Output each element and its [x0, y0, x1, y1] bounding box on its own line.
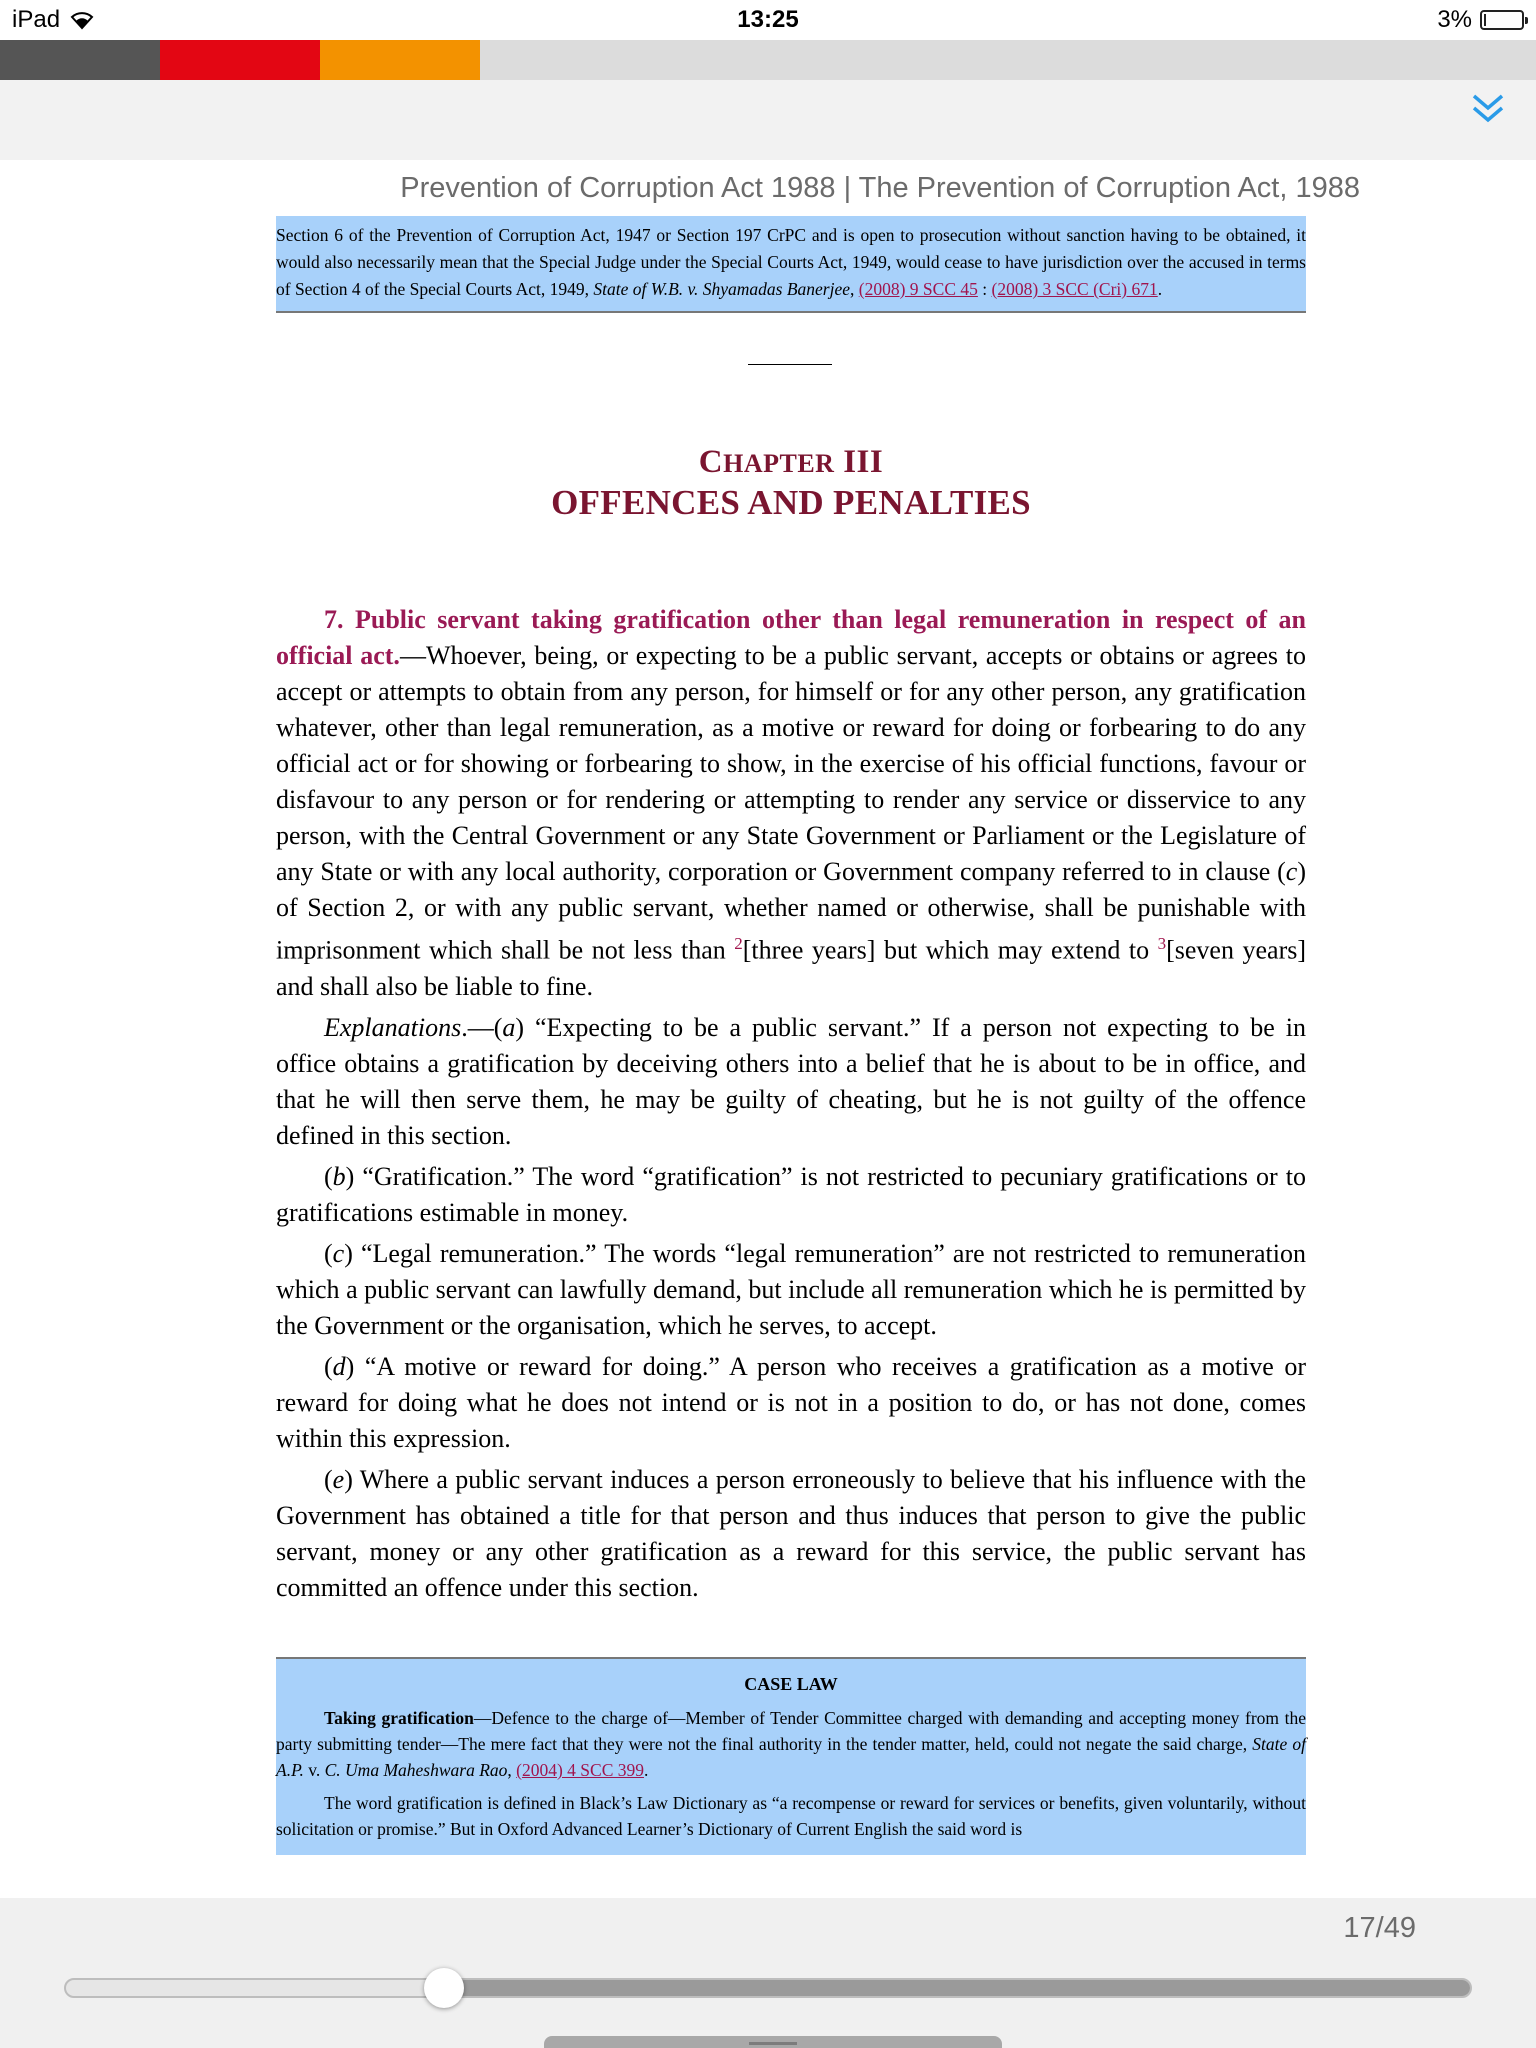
case-name: State of W.B. v. Shyamadas Banerjee: [593, 279, 851, 299]
footnote-marker[interactable]: 3: [1157, 934, 1167, 953]
grip-icon: [749, 2042, 797, 2045]
case-law-paragraph: The word gratification is defined in Black’s Law Dictionary as “a recompense or reward for services or benefits, given voluntarily, without solicitation or promise.” But in Oxford Advanced Learner’s Dictionary of Current English the said word is: [276, 1793, 1306, 1839]
double-chevron-down-icon[interactable]: [1468, 88, 1508, 128]
battery-icon: [1480, 10, 1524, 30]
color-strip: [0, 40, 1536, 80]
footnote-marker[interactable]: 2: [734, 934, 743, 953]
color-segment: [0, 40, 160, 80]
section-heading: 7. Public servant taking gratification other than legal remuneration in respect of an official act.: [276, 605, 1306, 670]
color-segment: [160, 40, 320, 80]
case-law-paragraph: Taking gratification—Defence to the charge of—Member of Tender Committee charged with demanding and accepting money from the party submitting tender—The mere fact that they were not the final authority in the tender matter, held, could not negate the said charge, State of A.P. v. C. Uma Maheshwara Rao, (2004) 4 SCC 399.: [276, 1708, 1307, 1780]
document-page: [0, 160, 1536, 1898]
reader-toolbar: [0, 80, 1536, 160]
page-counter: 17/49: [1343, 1912, 1416, 1944]
explanation-c: (c) “Legal remuneration.” The words “legal remuneration” are not restricted to remuneration which a public servant can lawfully demand, but include all remuneration which he is permitted by the Government or the organisation, which he serves, to accept.: [276, 1238, 1306, 1340]
explanation-d: (d) “A motive or reward for doing.” A person who receives a gratification as a motive or reward for doing what he does not intend or is not in a position to do, or has not done, comes within this expression.: [276, 1351, 1306, 1453]
section-body: [276, 602, 1306, 1611]
section-divider: [748, 364, 832, 365]
top-note: Section 6 of the Prevention of Corruption Act, 1947 or Section 197 CrPC and is open to prosecution without sanction having to be obtained, it would also necessarily mean that the Special Judge under the Special Courts Act, 1949, would cease to have jurisdiction over the accused in terms of Section 4 of the Special Courts Act, 1949, State of W.B. v. Shyamadas Banerjee, (2008) 9 SCC 45 : (2008) 3 SCC (Cri) 671.: [276, 216, 1306, 313]
chapter-heading: [276, 444, 1306, 523]
case-law-title: CASE LAW: [744, 1674, 838, 1694]
device-name: iPad: [12, 6, 61, 33]
color-segment: [320, 40, 480, 80]
citation-link[interactable]: (2008) 9 SCC 45: [858, 279, 978, 299]
chapter-label: CHAPTER III: [698, 444, 884, 480]
battery-percent: 3%: [1437, 6, 1472, 33]
drawer-handle[interactable]: [544, 2036, 1002, 2048]
running-head: Prevention of Corruption Act 1988 | The Prevention of Corruption Act, 1988: [400, 172, 1360, 204]
status-bar: [0, 0, 1536, 40]
citation-link[interactable]: (2008) 3 SCC (Cri) 671: [991, 279, 1158, 299]
page-navigation-bar: [0, 1898, 1536, 2048]
citation-link[interactable]: (2004) 4 SCC 399: [516, 1760, 645, 1780]
explanation-b: (b) “Gratification.” The word “gratification” is not restricted to pecuniary gratifications or to gratifications estimable in money.: [276, 1161, 1306, 1227]
explanation-e: (e) Where a public servant induces a person erroneously to believe that his influence with the Government has obtained a title for that person and thus induces that person to give the public servant, money or any other gratification as a reward for this service, the public servant has committed an offence under this section.: [276, 1464, 1306, 1602]
case-law-box: [276, 1657, 1306, 1855]
page-slider[interactable]: [64, 1978, 1472, 1998]
status-time: 13:25: [737, 6, 799, 33]
section-7-paragraph: 7. Public servant taking gratification other than legal remuneration in respect of an official act.—Whoever, being, or expecting to be a public servant, accepts or obtains or agrees to accept or attempts to obtain from any person, for himself or for any other person, any gratification whatever, other than legal remuneration, as a motive or reward for doing or forbearing to do any official act or for showing or forbearing to show, in the exercise of his official functions, favour or disfavour to any person or for rendering or attempting to render any service or disservice to any person, with the Central Government or any State Government or Parliament or the Legislature of any State or with any local authority, corporation or Government company referred to in clause (c) of Section 2, or with any public servant, whether named or otherwise, shall be punishable with imprisonment which shall be not less than $^2$[three years] but which may extend to $^3$[seven years] and shall also be liable to fine.: [276, 605, 1307, 1001]
explanation-a: Explanations.—(a) “Expecting to be a public servant.” If a person not expecting to be in office obtains a gratification by deceiving others into a belief that he is about to be in office, and that he will then serve them, he may be guilty of cheating, but he is not guilty of the offence defined in this section.: [276, 1012, 1306, 1150]
chapter-title: OFFENCES AND PENALTIES: [551, 483, 1031, 522]
slider-thumb[interactable]: [424, 1968, 464, 2008]
slider-remaining: [442, 1980, 1470, 1996]
